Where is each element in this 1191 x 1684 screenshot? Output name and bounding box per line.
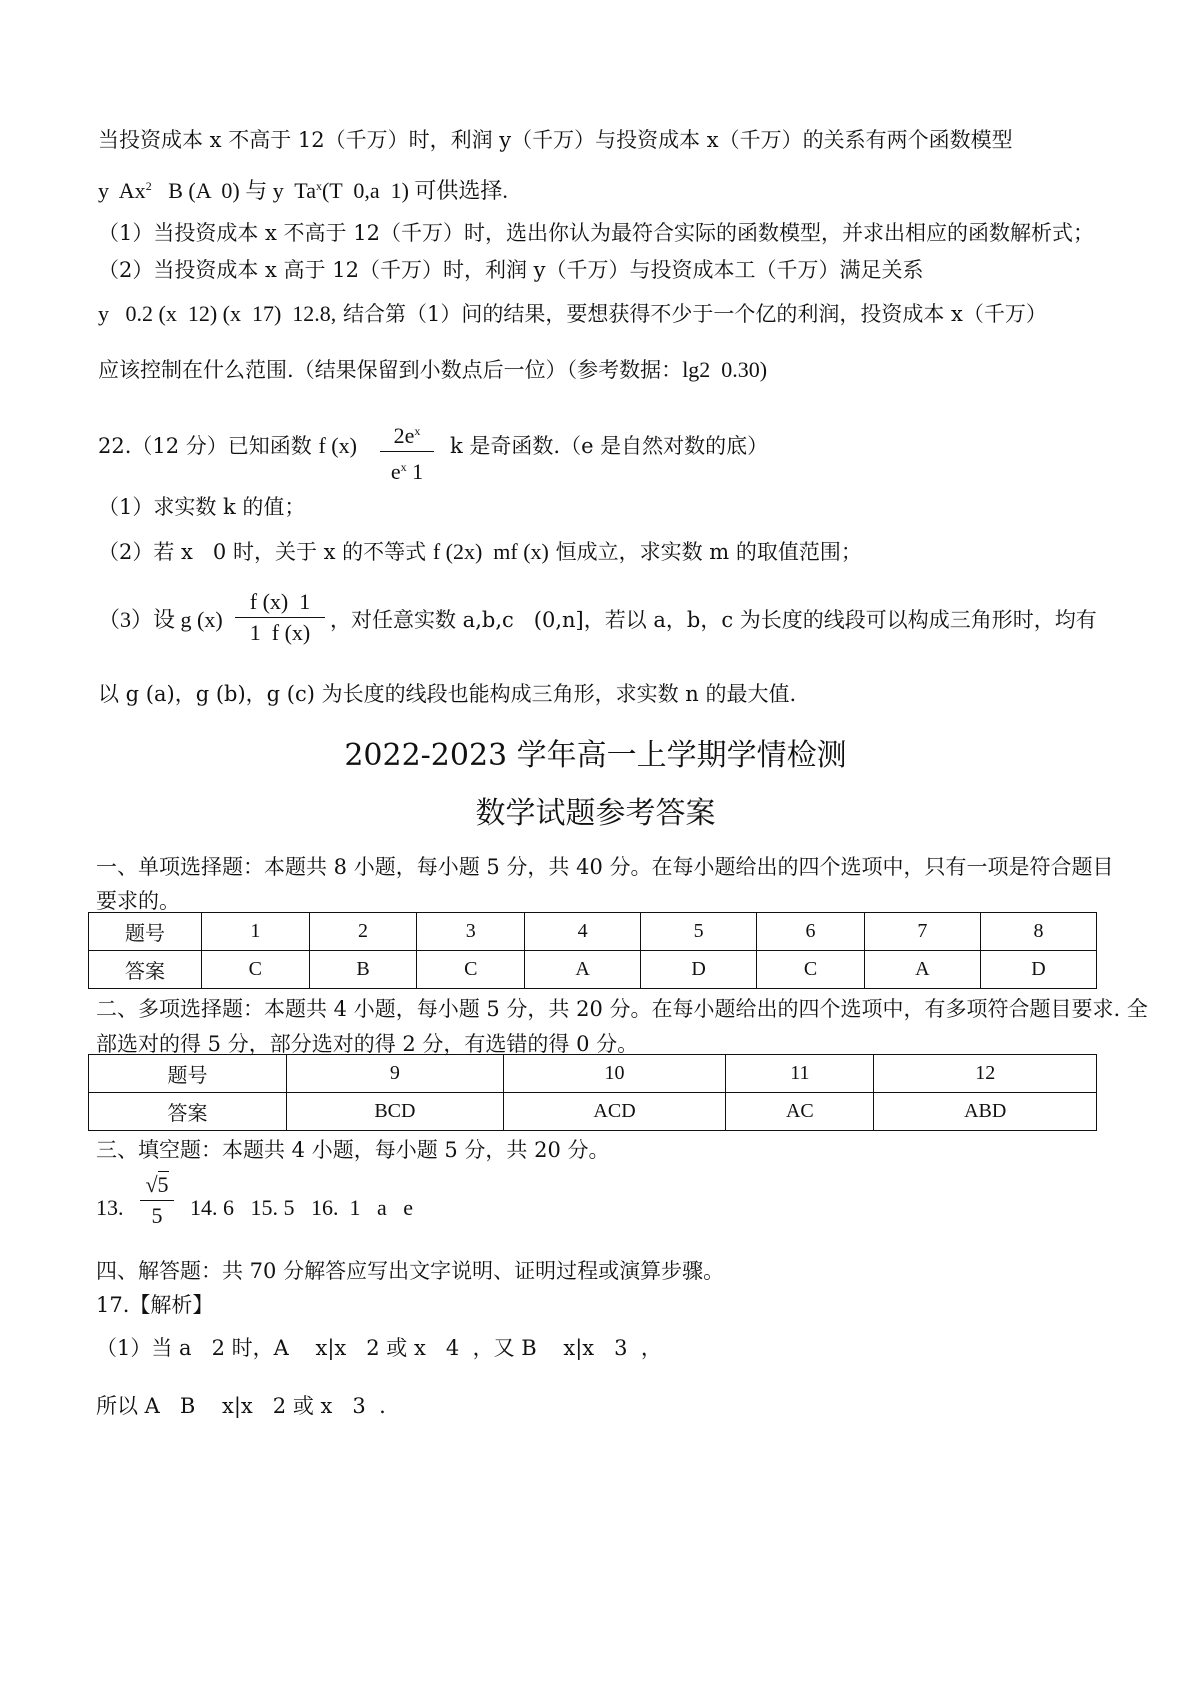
table-cell: ABD — [874, 1093, 1097, 1131]
p22-q3-den: 1 f (x) — [249, 620, 311, 645]
model-b-exp: x — [315, 179, 322, 193]
p22-q3-num: f (x) 1 — [249, 589, 311, 614]
p22-q2-a: （2）若 x 0 时，关于 x 的不等式 — [98, 540, 433, 564]
table-cell: 10 — [503, 1055, 726, 1093]
p22-q3-a — [98, 606, 223, 634]
p22-frac-num: 2e — [393, 423, 415, 448]
p22-frac-den-wrap — [380, 454, 434, 485]
p17-line1: （1）当 a 2 时，A x|x 2 或 x 4 ，又 B x|x 3 ， — [96, 1336, 662, 1360]
section4-text: 四、解答题：共 70 分解答应写出文字说明、证明过程或演算步骤。 — [96, 1259, 725, 1283]
p21-q2-formula: y 0.2 (x 12) (x 17) 12.8, — [98, 301, 337, 326]
section3-rest: 14. 6 15. 5 16. 1 a e — [190, 1195, 414, 1220]
table-cell: 答案 — [89, 1093, 287, 1131]
p22-intro: 22.（12 分）已知函数 — [98, 434, 319, 458]
table-row — [89, 951, 1097, 989]
section1-text2: 要求的。 — [96, 889, 180, 913]
table-cell: 8 — [980, 913, 1096, 951]
table-cell: 9 — [287, 1055, 504, 1093]
p22-q2-line — [98, 538, 862, 566]
table-cell: C — [757, 951, 865, 989]
q13-den: 5 — [151, 1203, 163, 1228]
table-cell: 3 — [417, 913, 525, 951]
table-cell: 题号 — [89, 1055, 287, 1093]
table-cell: 题号 — [89, 913, 202, 951]
p22-q2-b: 恒成立，求实数 m 的取值范围； — [548, 540, 862, 564]
p22-q1: （1）求实数 k 的值； — [98, 495, 306, 519]
model-a-exp: 2 — [145, 179, 152, 193]
table-row — [89, 1093, 1097, 1131]
fraction-bar — [140, 1200, 174, 1201]
table-cell: 2 — [309, 913, 417, 951]
table-cell: A — [525, 951, 641, 989]
table-cell: D — [641, 951, 757, 989]
p22-frac-den: e — [390, 459, 401, 484]
p22-q2-formula: f (2x) mf (x) — [432, 539, 549, 564]
q13-num-wrap — [140, 1172, 174, 1198]
p21-ref-data: lg2 0.30) — [682, 357, 768, 382]
table-cell: 11 — [726, 1055, 874, 1093]
model-c: (T 0,a 1) 可供选择. — [321, 178, 508, 203]
table-row — [89, 913, 1097, 951]
p22-frac-num-wrap — [380, 418, 434, 449]
sqrt-icon: √ — [145, 1172, 158, 1197]
table-cell: C — [417, 951, 525, 989]
q13-num: 5 — [157, 1172, 169, 1197]
table-cell: C — [202, 951, 310, 989]
p22-after: k 是奇函数.（e 是自然对数的底） — [450, 434, 769, 458]
p22-frac-num-exp: x — [414, 424, 421, 438]
section3-text: 三、填空题：本题共 4 小题，每小题 5 分，共 20 分。 — [96, 1138, 610, 1162]
table-cell: 4 — [525, 913, 641, 951]
p22-frac-den-tail: 1 — [406, 459, 424, 484]
table-cell: 1 — [202, 913, 310, 951]
p22-intro-line — [98, 432, 357, 460]
table-row — [89, 1055, 1097, 1093]
p21-q2-end: 应该控制在什么范围.（结果保留到小数点后一位）（参考数据： — [98, 358, 683, 382]
p22-fx: f (x) — [318, 433, 357, 458]
p22-q3-fraction — [235, 589, 325, 646]
p17-title: 17.【解析】 — [96, 1293, 214, 1317]
section2-table — [88, 1054, 1097, 1131]
model-a: y Ax — [98, 178, 146, 203]
q13-label: 13. — [96, 1195, 124, 1220]
p21-q2-formula-line — [98, 300, 1047, 328]
table-cell: D — [980, 951, 1096, 989]
p21-q2-rest: 结合第（1）问的结果，要想获得不少于一个亿的利润，投资成本 x（千万） — [343, 302, 1047, 326]
table-cell: AC — [726, 1093, 874, 1131]
p22-q3-b: ，对任意实数 a,b,c (0,n]，若以 a，b，c 为长度的线段可以构成三角形时，均有 — [330, 608, 1097, 632]
fraction-bar — [380, 451, 434, 452]
section2-text1: 二、多项选择题：本题共 4 小题，每小题 5 分，共 20 分。在每小题给出的四个选项中，有多项符合题目要求. 全 — [96, 997, 1148, 1021]
p21-q2: （2）当投资成本 x 高于 12（千万）时，利润 y（千万）与投资成本工（千万）满足关系 — [98, 258, 924, 282]
table-cell: 12 — [874, 1055, 1097, 1093]
p21-models — [98, 172, 508, 205]
p21-q1: （1）当投资成本 x 不高于 12（千万）时，选出你认为最符合实际的函数模型，并求出相应的函数解析式； — [98, 221, 1094, 245]
p22-q3-gx: （3）设 g (x) — [98, 607, 223, 632]
p21-line1: 当投资成本 x 不高于 12（千万）时，利润 y（千万）与投资成本 x（千万）的关系有两个函数模型 — [98, 128, 1013, 152]
table-cell: 7 — [864, 913, 980, 951]
table-cell: 6 — [757, 913, 865, 951]
q13-fraction — [140, 1172, 174, 1229]
section1-table — [88, 912, 1097, 989]
answer-title: 2022-2023 学年高一上学期学情检测 — [344, 738, 847, 773]
table-cell: 答案 — [89, 951, 202, 989]
table-cell: BCD — [287, 1093, 504, 1131]
table-cell: 5 — [641, 913, 757, 951]
table-cell: ACD — [503, 1093, 726, 1131]
p22-q3-end: 以 g (a)，g (b)，g (c) 为长度的线段也能构成三角形，求实数 n 的最大值. — [98, 682, 797, 706]
section1-text1: 一、单项选择题：本题共 8 小题，每小题 5 分，共 40 分。在每小题给出的四个选项中，只有一项是符合题目 — [96, 855, 1114, 879]
fraction-bar — [235, 617, 325, 618]
model-b: B (A 0) 与 y Ta — [168, 178, 316, 203]
answer-subtitle: 数学试题参考答案 — [475, 796, 716, 831]
section2-text2: 部选对的得 5 分，部分选对的得 2 分，有选错的得 0 分。 — [96, 1032, 639, 1056]
p22-fraction — [380, 418, 434, 485]
table-cell: B — [309, 951, 417, 989]
p22-frac-den-exp: x — [400, 460, 407, 474]
p21-q2-end-line — [98, 356, 767, 384]
p17-line2: 所以 A B x|x 2 或 x 3 . — [96, 1394, 386, 1418]
table-cell: A — [864, 951, 980, 989]
